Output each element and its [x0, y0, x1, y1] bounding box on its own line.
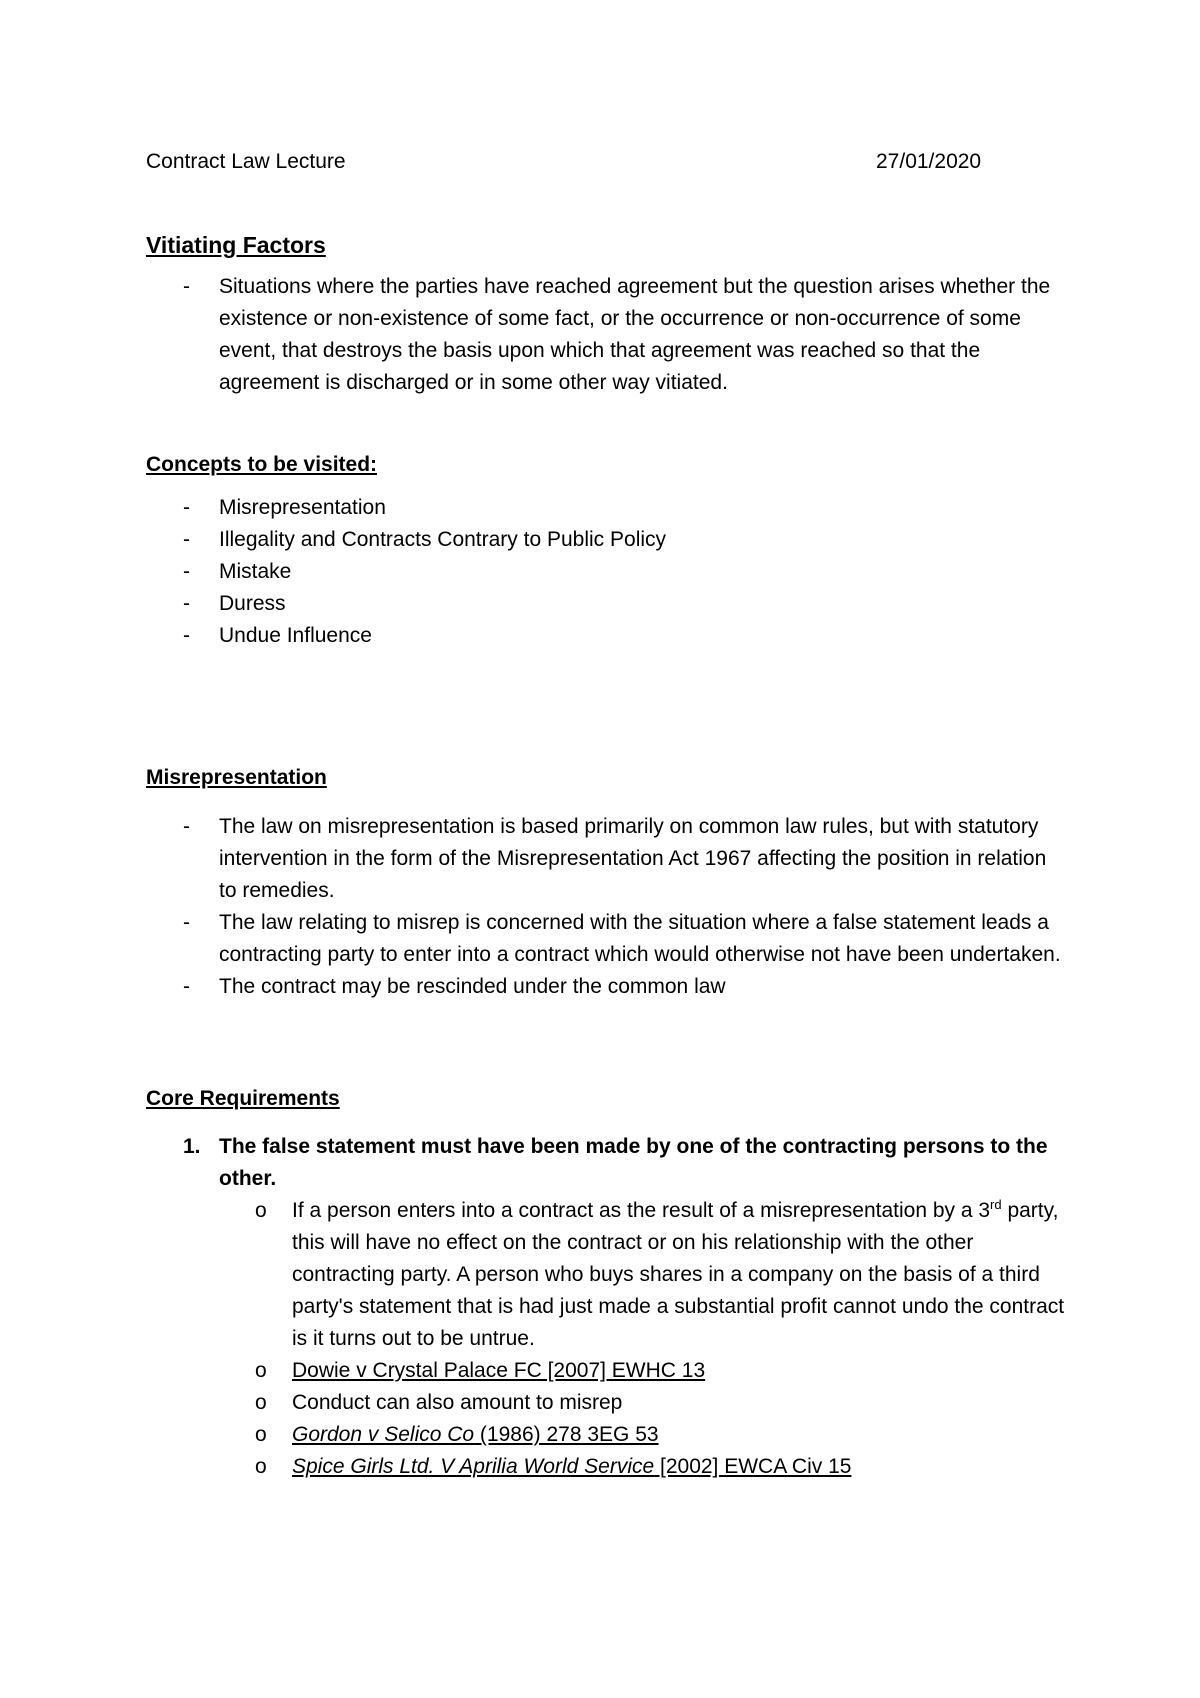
- list-item-text: The law relating to misrep is concerned with the situation where a false statement leads a contracting party to enter into a contract which would otherwise not have been undertaken.: [219, 911, 1061, 966]
- misrep-list: [146, 811, 1066, 1003]
- sub-text-post: party, this will have no effect on the contract or on his relationship with the other contracting party. A person who buys shares in a company on the basis of a third party's statement that is had just made a substantial profit cannot undo the contract is it turns out to be untrue.: [292, 1199, 1065, 1350]
- sub-list-item: [219, 1355, 1069, 1387]
- list-item: [146, 588, 1066, 620]
- list-item: [146, 556, 1066, 588]
- sub-list-item: [219, 1387, 1069, 1419]
- heading-vitiating-factors: Vitiating Factors: [146, 232, 326, 258]
- concepts-list: [146, 492, 1066, 652]
- list-item-text: The contract may be rescinded under the common law: [219, 975, 726, 998]
- lecture-date: 27/01/2020: [876, 150, 982, 173]
- circle-bullet: o: [255, 1199, 267, 1222]
- case-cite-gordon: (1986) 278 3EG 53: [474, 1423, 659, 1446]
- heading-concepts: Concepts to be visited:: [146, 453, 378, 476]
- vitiating-list: [146, 271, 1066, 399]
- dash-bullet: -: [183, 560, 190, 583]
- list-item-text: Situations where the parties have reached agreement but the question arises whether the existence or non-existence of some fact, or the occurrence or non-occurrence of some event, that destroys the basis upon which that agreement was reached so that the agreement is discharged or in some other way vitiated.: [219, 275, 1051, 394]
- circle-bullet: o: [255, 1423, 267, 1446]
- sub-text-pre: If a person enters into a contract as the result of a misrepresentation by a 3: [292, 1199, 991, 1222]
- list-item-text: Illegality and Contracts Contrary to Public Policy: [219, 528, 667, 551]
- list-item: [146, 620, 1066, 652]
- sub-list-item: [219, 1451, 1069, 1483]
- list-item: [146, 907, 1066, 971]
- sub-text-superscript: rd: [990, 1197, 1002, 1212]
- sub-text: Conduct can also amount to misrep: [292, 1391, 623, 1414]
- sub-list-item: [219, 1195, 1069, 1355]
- list-item: [146, 492, 1066, 524]
- dash-bullet: -: [183, 496, 190, 519]
- heading-misrepresentation: Misrepresentation: [146, 766, 327, 789]
- list-item: [146, 524, 1066, 556]
- core-requirements-list: [146, 1131, 1066, 1195]
- sub-list-item: [219, 1419, 1069, 1451]
- circle-bullet: o: [255, 1359, 267, 1382]
- case-cite-spice-girls: [2002] EWCA Civ 15: [654, 1455, 852, 1478]
- list-item: [146, 271, 1066, 399]
- case-name-spice-girls: Spice Girls Ltd. V Aprilia World Service: [292, 1455, 655, 1478]
- dash-bullet: -: [183, 975, 190, 998]
- list-item: [146, 971, 1066, 1003]
- dash-bullet: -: [183, 592, 190, 615]
- dash-bullet: -: [183, 911, 190, 934]
- case-name-gordon: Gordon v Selico Co: [292, 1423, 475, 1446]
- heading-core-requirements: Core Requirements: [146, 1087, 340, 1110]
- list-item-text: Mistake: [219, 560, 292, 583]
- list-item: [146, 811, 1066, 907]
- dash-bullet: -: [183, 275, 190, 298]
- list-item: [146, 1131, 1066, 1195]
- document-title: Contract Law Lecture: [146, 150, 346, 173]
- dash-bullet: -: [183, 815, 190, 838]
- list-item-text: The false statement must have been made by one of the contracting persons to the other.: [219, 1135, 1048, 1190]
- list-item-text: Misrepresentation: [219, 496, 386, 519]
- case-citation-dowie: Dowie v Crystal Palace FC [2007] EWHC 13: [292, 1359, 706, 1382]
- list-item-text: The law on misrepresentation is based primarily on common law rules, but with statutory intervention in the form of the Misrepresentation Act 1967 affecting the position in relation to remedies.: [219, 815, 1047, 902]
- circle-bullet: o: [255, 1391, 267, 1414]
- list-item-text: Duress: [219, 592, 286, 615]
- dash-bullet: -: [183, 528, 190, 551]
- core-sub-list: [219, 1195, 1069, 1483]
- list-number: 1.: [183, 1135, 201, 1158]
- circle-bullet: o: [255, 1455, 267, 1478]
- list-item-text: Undue Influence: [219, 624, 372, 647]
- dash-bullet: -: [183, 624, 190, 647]
